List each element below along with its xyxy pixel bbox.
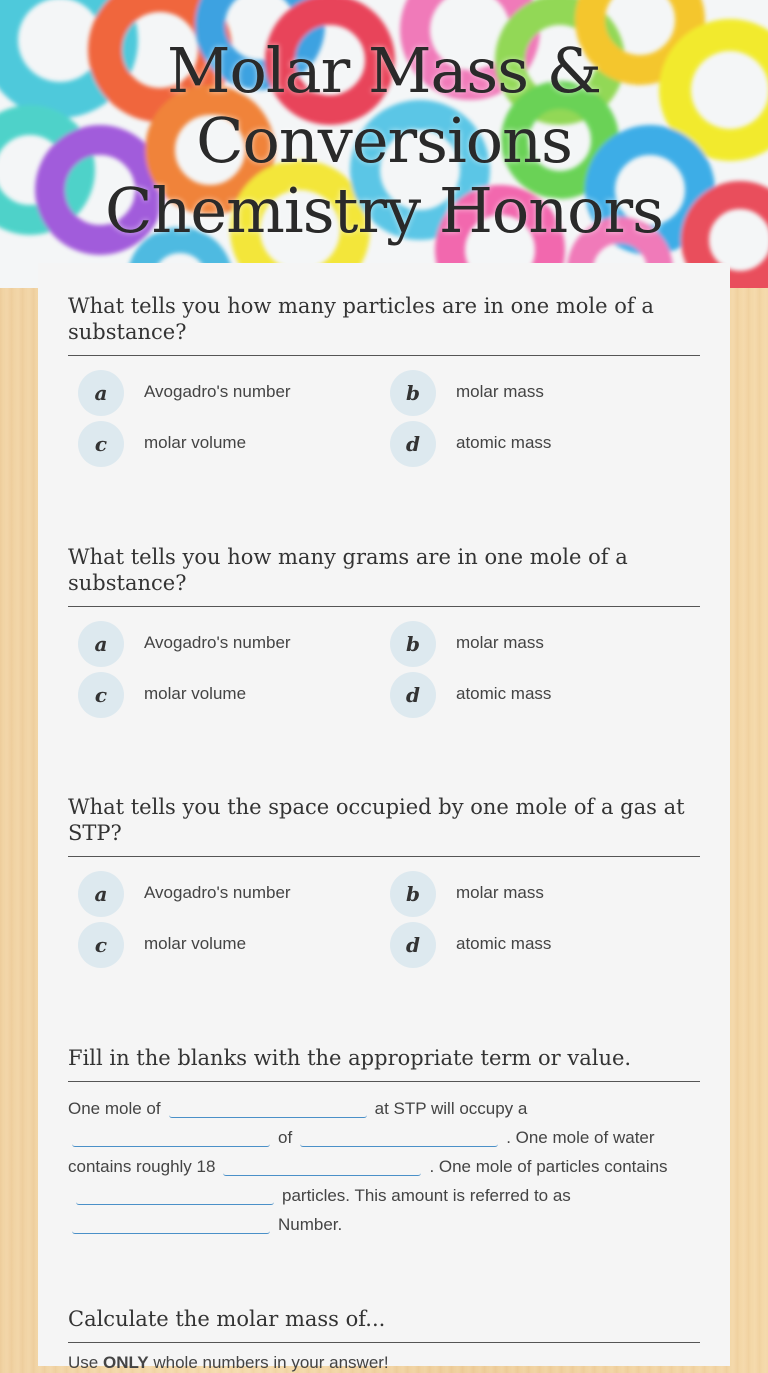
option-d[interactable] xyxy=(380,922,680,968)
title-line-3: Chemistry Honors xyxy=(105,174,663,247)
calculate-section xyxy=(68,1306,700,1373)
fill-text: particles. This amount is referred to as xyxy=(282,1186,571,1205)
option-letter: b xyxy=(390,871,436,917)
option-label: atomic mass xyxy=(456,934,552,953)
blank-input-4[interactable] xyxy=(223,1155,421,1176)
option-label: molar volume xyxy=(144,684,247,703)
section-heading: Calculate the molar mass of... xyxy=(68,1306,700,1343)
question-2 xyxy=(68,544,700,731)
blank-input-1[interactable] xyxy=(169,1097,367,1118)
title-line-2: Conversions xyxy=(196,104,572,177)
option-letter: d xyxy=(390,922,436,968)
option-c[interactable] xyxy=(68,421,368,467)
option-label: Avogadro's number xyxy=(144,633,291,652)
option-label: molar mass xyxy=(456,382,544,401)
option-letter: d xyxy=(390,672,436,718)
question-text: What tells you how many particles are in one mole of a substance? xyxy=(68,293,700,356)
option-c[interactable] xyxy=(68,672,368,718)
instr-post: whole numbers in your answer! xyxy=(153,1353,389,1372)
page-title xyxy=(0,36,768,246)
option-label: molar volume xyxy=(144,934,247,953)
option-d[interactable] xyxy=(380,421,680,467)
fill-text: . One mole of water contains roughly 18 xyxy=(68,1128,655,1176)
blank-input-5[interactable] xyxy=(76,1184,274,1205)
option-c[interactable] xyxy=(68,922,368,968)
fill-paragraph xyxy=(68,1094,700,1239)
option-label: atomic mass xyxy=(456,433,552,452)
option-letter: a xyxy=(78,370,124,416)
options-group xyxy=(68,370,700,480)
option-label: atomic mass xyxy=(456,684,552,703)
blank-input-6[interactable] xyxy=(72,1213,270,1234)
instruction-text xyxy=(68,1353,700,1373)
option-letter: c xyxy=(78,922,124,968)
option-b[interactable] xyxy=(380,621,680,667)
fill-in-blanks-section xyxy=(68,1045,700,1239)
option-label: molar volume xyxy=(144,433,247,452)
option-label: Avogadro's number xyxy=(144,883,291,902)
fill-text: at STP will occupy a xyxy=(374,1099,528,1118)
instr-bold: ONLY xyxy=(102,1353,149,1372)
option-label: molar mass xyxy=(456,633,544,652)
option-d[interactable] xyxy=(380,672,680,718)
question-1 xyxy=(68,293,700,480)
option-letter: a xyxy=(78,621,124,667)
option-b[interactable] xyxy=(380,871,680,917)
header-banner xyxy=(0,0,768,288)
option-b[interactable] xyxy=(380,370,680,416)
option-a[interactable] xyxy=(68,370,368,416)
question-3 xyxy=(68,794,700,981)
option-label: molar mass xyxy=(456,883,544,902)
instr-pre: Use xyxy=(68,1353,99,1372)
blank-input-3[interactable] xyxy=(300,1126,498,1147)
option-letter: b xyxy=(390,621,436,667)
option-letter: c xyxy=(78,421,124,467)
question-text: What tells you how many grams are in one mole of a substance? xyxy=(68,544,700,607)
fill-text: Number. xyxy=(278,1215,343,1234)
option-a[interactable] xyxy=(68,871,368,917)
option-label: Avogadro's number xyxy=(144,382,291,401)
title-line-1: Molar Mass & xyxy=(167,34,601,107)
fill-text: of xyxy=(278,1128,293,1147)
option-letter: d xyxy=(390,421,436,467)
option-letter: a xyxy=(78,871,124,917)
fill-text: . One mole of particles contains xyxy=(429,1157,668,1176)
option-letter: b xyxy=(390,370,436,416)
option-letter: c xyxy=(78,672,124,718)
blank-input-2[interactable] xyxy=(72,1126,270,1147)
fill-text: One mole of xyxy=(68,1099,161,1118)
option-a[interactable] xyxy=(68,621,368,667)
question-text: What tells you the space occupied by one mole of a gas at STP? xyxy=(68,794,700,857)
section-heading: Fill in the blanks with the appropriate term or value. xyxy=(68,1045,700,1082)
options-group xyxy=(68,871,700,981)
worksheet-card xyxy=(38,263,730,1372)
options-group xyxy=(68,621,700,731)
